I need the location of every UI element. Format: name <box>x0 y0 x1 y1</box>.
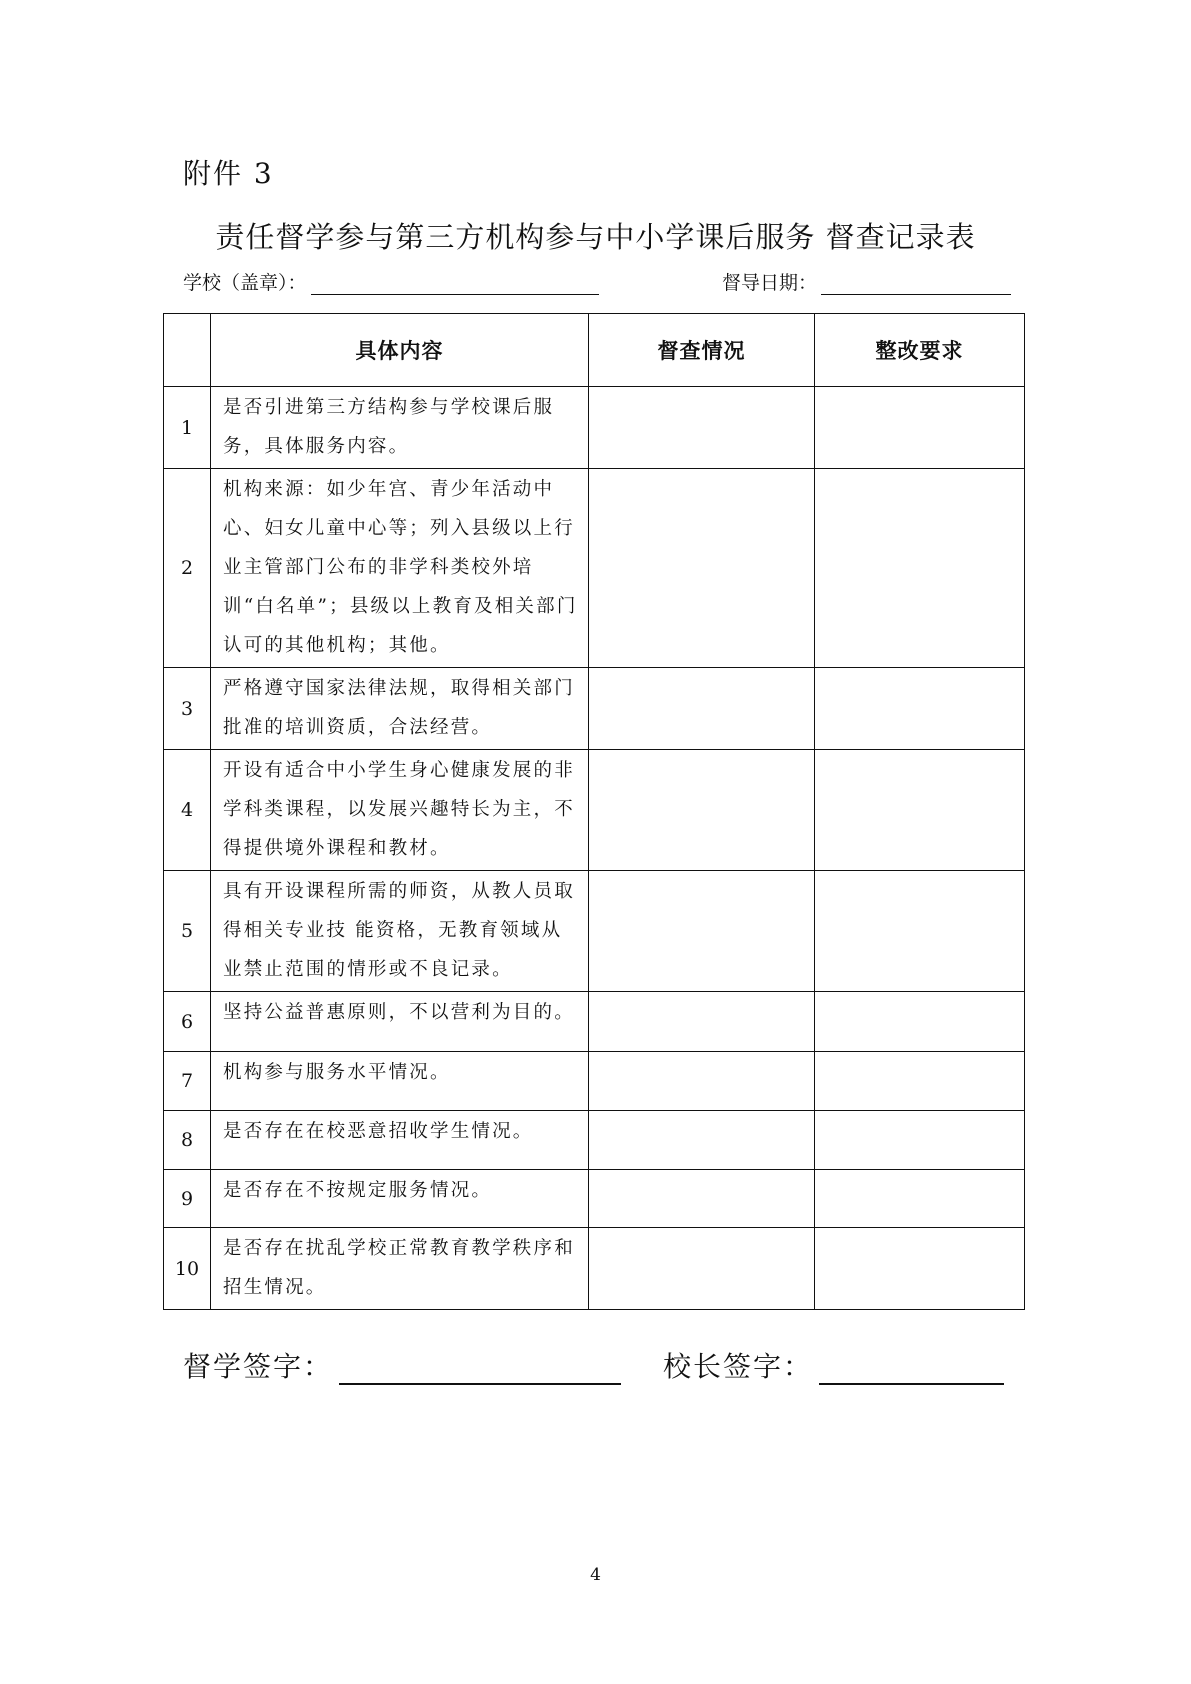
rectification-cell[interactable] <box>815 668 1025 750</box>
inspection-status-cell[interactable] <box>589 871 815 992</box>
row-number: 2 <box>164 469 211 668</box>
rectification-cell[interactable] <box>815 992 1025 1052</box>
inspection-record-table <box>163 313 1025 1310</box>
row-number: 4 <box>164 750 211 871</box>
school-stamp-label: 学校（盖章）： <box>183 272 307 294</box>
inspection-status-cell[interactable] <box>589 387 815 469</box>
inspection-status-cell[interactable] <box>589 750 815 871</box>
row-content: 机构参与服务水平情况。 <box>211 1052 589 1111</box>
row-content: 机构来源：如少年宫、青少年活动中心、妇女儿童中心等；列入县级以上行业主管部门公布的非学科类校外培训“白名单”；县级以上教育及相关部门认可的其他机构；其他。 <box>211 469 589 668</box>
supervisor-signature-line[interactable] <box>339 1353 621 1385</box>
principal-signature-label: 校长签字： <box>663 1350 814 1383</box>
principal-signature-line[interactable] <box>819 1353 1004 1385</box>
table-header-row <box>164 314 1025 387</box>
table-row <box>164 469 1025 668</box>
header-content: 具体内容 <box>211 314 589 387</box>
supervisor-signature-field <box>183 1345 621 1385</box>
row-content: 是否存在在校恶意招收学生情况。 <box>211 1111 589 1170</box>
row-content: 开设有适合中小学生身心健康发展的非学科类课程，以发展兴趣特长为主，不得提供境外课程和教材。 <box>211 750 589 871</box>
rectification-cell[interactable] <box>815 1111 1025 1170</box>
inspection-status-cell[interactable] <box>589 1052 815 1111</box>
rectification-cell[interactable] <box>815 750 1025 871</box>
table-row <box>164 387 1025 469</box>
row-number: 1 <box>164 387 211 469</box>
table-row <box>164 668 1025 750</box>
school-stamp-line[interactable] <box>311 272 599 295</box>
header-rectification: 整改要求 <box>815 314 1025 387</box>
table-row <box>164 750 1025 871</box>
row-number: 9 <box>164 1170 211 1228</box>
inspection-status-cell[interactable] <box>589 469 815 668</box>
rectification-cell[interactable] <box>815 1052 1025 1111</box>
inspection-status-cell[interactable] <box>589 668 815 750</box>
row-content: 是否存在不按规定服务情况。 <box>211 1170 589 1228</box>
table-row <box>164 871 1025 992</box>
inspection-date-field <box>722 268 1011 295</box>
row-content: 严格遵守国家法律法规，取得相关部门批准的培训资质，合法经营。 <box>211 668 589 750</box>
row-content: 坚持公益普惠原则，不以营利为目的。 <box>211 992 589 1052</box>
inspection-date-label: 督导日期： <box>722 272 818 294</box>
row-number: 7 <box>164 1052 211 1111</box>
inspection-status-cell[interactable] <box>589 1228 815 1310</box>
rectification-cell[interactable] <box>815 387 1025 469</box>
inspection-status-cell[interactable] <box>589 992 815 1052</box>
inspection-status-cell[interactable] <box>589 1170 815 1228</box>
school-stamp-field <box>183 268 599 295</box>
row-content: 是否存在扰乱学校正常教育教学秩序和招生情况。 <box>211 1228 589 1310</box>
table-row <box>164 1052 1025 1111</box>
row-content: 具有开设课程所需的师资，从教人员取得相关专业技 能资格，无教育领域从业禁止范围的情形或不良记录。 <box>211 871 589 992</box>
header-inspection-status: 督查情况 <box>589 314 815 387</box>
rectification-cell[interactable] <box>815 1228 1025 1310</box>
principal-signature-field <box>663 1345 1004 1385</box>
supervisor-signature-label: 督学签字： <box>183 1350 334 1383</box>
row-number: 10 <box>164 1228 211 1310</box>
table-row <box>164 1111 1025 1170</box>
rectification-cell[interactable] <box>815 1170 1025 1228</box>
table-row <box>164 992 1025 1052</box>
inspection-date-line[interactable] <box>821 272 1011 295</box>
header-number <box>164 314 211 387</box>
row-number: 3 <box>164 668 211 750</box>
attachment-label: 附件 3 <box>183 157 274 190</box>
table-row <box>164 1228 1025 1310</box>
document-title: 责任督学参与第三方机构参与中小学课后服务 督查记录表 <box>215 220 976 254</box>
page-number: 4 <box>590 1565 601 1585</box>
row-content: 是否引进第三方结构参与学校课后服务，具体服务内容。 <box>211 387 589 469</box>
inspection-status-cell[interactable] <box>589 1111 815 1170</box>
rectification-cell[interactable] <box>815 469 1025 668</box>
row-number: 5 <box>164 871 211 992</box>
table-row <box>164 1170 1025 1228</box>
row-number: 6 <box>164 992 211 1052</box>
rectification-cell[interactable] <box>815 871 1025 992</box>
row-number: 8 <box>164 1111 211 1170</box>
